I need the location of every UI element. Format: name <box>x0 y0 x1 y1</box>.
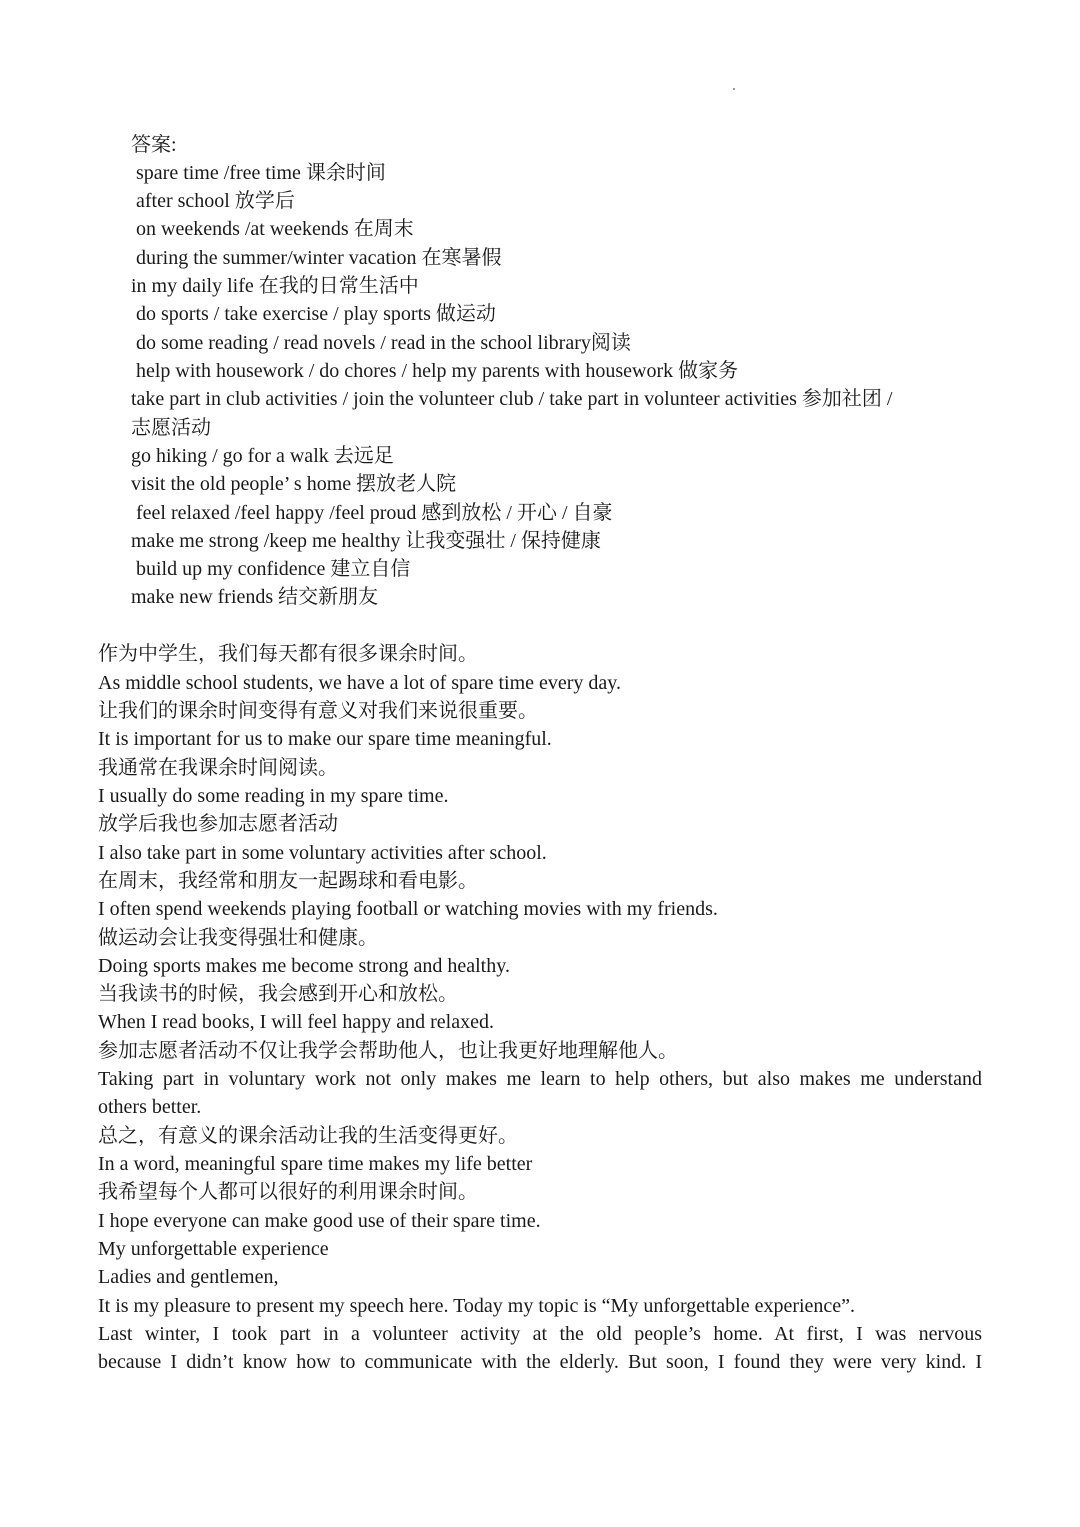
phrase-line: make new friends 结交新朋友 <box>131 586 379 608</box>
body-line: In a word, meaningful spare time makes my life better <box>98 1153 533 1175</box>
body-line: Last winter, I took part in a volunteer activity at the old people’s home. At first, I was nervous <box>98 1323 982 1345</box>
phrase-line: after school 放学后 <box>136 190 295 212</box>
body-line: because I didn’t know how to communicate with the elderly. But soon, I found they were very kind. I <box>98 1351 982 1373</box>
phrase-line: spare time /free time 课余时间 <box>136 162 386 184</box>
body-line: 让我们的课余时间变得有意义对我们来说很重要。 <box>98 700 538 722</box>
body-line: 作为中学生，我们每天都有很多课余时间。 <box>98 643 478 665</box>
phrase-line: visit the old people’ s home 摆放老人院 <box>131 473 457 495</box>
phrase-line: during the summer/winter vacation 在寒暑假 <box>136 247 502 269</box>
phrase-line: 志愿活动 <box>131 417 211 439</box>
body-line: I hope everyone can make good use of their spare time. <box>98 1210 541 1232</box>
body-line: 当我读书的时候，我会感到开心和放松。 <box>98 983 458 1005</box>
body-line: It is important for us to make our spare time meaningful. <box>98 728 552 750</box>
body-line: I usually do some reading in my spare time. <box>98 785 449 807</box>
phrase-line: make me strong /keep me healthy 让我变强壮 / 保持健康 <box>131 530 601 552</box>
phrase-line: on weekends /at weekends 在周末 <box>136 218 414 240</box>
phrase-line: build up my confidence 建立自信 <box>136 558 411 580</box>
phrase-line: feel relaxed /feel happy /feel proud 感到放松 / 开心 / 自豪 <box>136 502 613 524</box>
body-line: 在周末，我经常和朋友一起踢球和看电影。 <box>98 870 478 892</box>
phrase-line: go hiking / go for a walk 去远足 <box>131 445 394 467</box>
body-line: 我希望每个人都可以很好的利用课余时间。 <box>98 1181 478 1203</box>
body-line: When I read books, I will feel happy and relaxed. <box>98 1011 494 1033</box>
speech-title: My unforgettable experience <box>98 1238 329 1260</box>
body-line: It is my pleasure to present my speech here. Today my topic is “My unforgettable experience”. <box>98 1295 856 1317</box>
speech-greeting: Ladies and gentlemen, <box>98 1266 279 1288</box>
body-line: 总之，有意义的课余活动让我的生活变得更好。 <box>98 1125 518 1147</box>
body-line: I also take part in some voluntary activities after school. <box>98 842 547 864</box>
body-line: Doing sports makes me become strong and healthy. <box>98 955 510 977</box>
body-line: 参加志愿者活动不仅让我学会帮助他人，也让我更好地理解他人。 <box>98 1040 678 1062</box>
body-line: 放学后我也参加志愿者活动 <box>98 813 338 835</box>
phrase-line: do sports / take exercise / play sports 做运动 <box>136 303 496 325</box>
phrase-line: take part in club activities / join the volunteer club / take part in volunteer activities 参加社团 / <box>131 388 893 410</box>
body-line: As middle school students, we have a lot of spare time every day. <box>98 672 622 694</box>
body-line: 我通常在我课余时间阅读。 <box>98 757 338 779</box>
body-line: others better. <box>98 1096 202 1118</box>
scan-speck <box>733 88 735 90</box>
phrase-line: help with housework / do chores / help my parents with housework 做家务 <box>136 360 739 382</box>
body-line: 做运动会让我变得强壮和健康。 <box>98 927 378 949</box>
body-line: Taking part in voluntary work not only makes me learn to help others, but also makes me understand <box>98 1068 982 1090</box>
body-line: I often spend weekends playing football or watching movies with my friends. <box>98 898 718 920</box>
phrase-line: in my daily life 在我的日常生活中 <box>131 275 419 297</box>
answer-heading: 答案: <box>131 134 177 156</box>
phrase-line: do some reading / read novels / read in the school library阅读 <box>136 332 631 354</box>
